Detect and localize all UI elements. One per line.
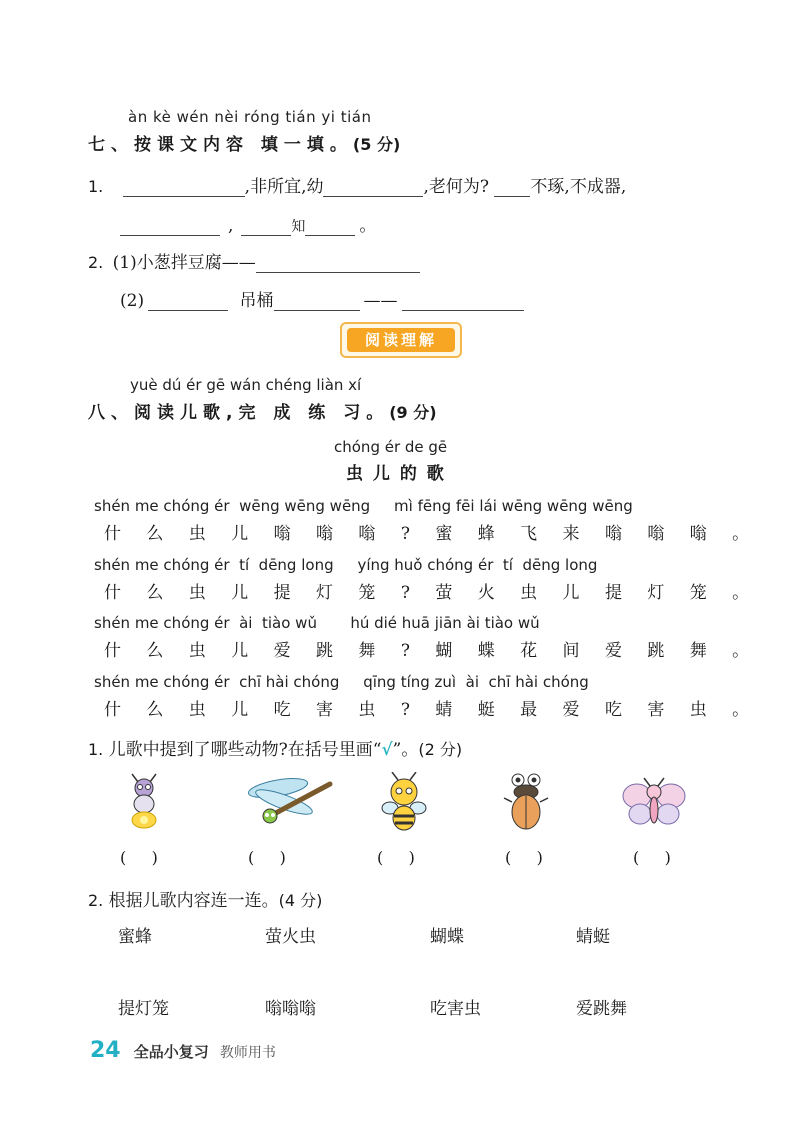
q1-line2 xyxy=(120,211,376,236)
match-top-3[interactable]: 蝴蝶 xyxy=(430,927,464,947)
q2-sub1: (1)小葱拌豆腐—— xyxy=(112,253,256,273)
exercise2-score: (4 分) xyxy=(278,891,323,910)
exercise2-text: 根据儿歌内容连一连。 xyxy=(108,891,279,911)
bee-icon xyxy=(380,772,428,832)
reading-badge-label: 阅读理解 xyxy=(347,328,455,352)
reading-badge xyxy=(340,322,462,358)
match-bottom-3[interactable]: 吃害虫 xyxy=(430,999,481,1019)
poem-line-4-pinyin: shén me chóng ér chī hài chóng qīng tíng zuì ài chī hài chóng xyxy=(94,673,589,691)
q2-blank-3[interactable] xyxy=(274,292,360,311)
section7-heading xyxy=(88,130,400,155)
answer-paren-1[interactable]: ( ) xyxy=(120,848,158,867)
answer-paren-5[interactable]: ( ) xyxy=(633,848,671,867)
section7-pinyin: àn kè wén nèi róng tián yi tián xyxy=(128,108,372,126)
book-title: 全品小复习 xyxy=(133,1043,209,1061)
exercise1-text-after: ”。 xyxy=(392,740,419,760)
exercise2-question xyxy=(88,886,322,911)
poem-line-2-pinyin: shén me chóng ér tí dēng long yíng huǒ chóng ér tí dēng long xyxy=(94,556,598,574)
q1-text-3: 不琢,不成器, xyxy=(530,177,627,197)
match-top-4[interactable]: 蜻蜓 xyxy=(576,927,610,947)
poem-line-1: 什 么 虫 儿 嗡 嗡 嗡 ? 蜜 蜂 飞 来 嗡 嗡 嗡 。 xyxy=(104,524,760,544)
poem-title: 虫 儿 的 歌 xyxy=(346,464,446,484)
answer-paren-2[interactable]: ( ) xyxy=(248,848,286,867)
section7-score: (5 分) xyxy=(352,135,401,154)
q1-blank-6[interactable] xyxy=(305,217,355,236)
section8-heading xyxy=(88,398,437,423)
answer-paren-4[interactable]: ( ) xyxy=(505,848,543,867)
exercise1-question xyxy=(88,735,462,760)
q1-blank-1[interactable] xyxy=(123,178,245,197)
exercise1-number: 1. xyxy=(88,740,104,759)
exercise1-text-before: 儿歌中提到了哪些动物?在括号里画“ xyxy=(108,740,382,760)
q1-blank-5[interactable] xyxy=(241,217,291,236)
match-bottom-1[interactable]: 提灯笼 xyxy=(118,999,169,1019)
match-bottom-4[interactable]: 爱跳舞 xyxy=(576,999,627,1019)
poem-line-2: 什 么 虫 儿 提 灯 笼 ? 萤 火 虫 儿 提 灯 笼 。 xyxy=(104,583,760,603)
exercise2-number: 2. xyxy=(88,891,104,910)
section7-title: 七、按课文内容 填一填。 xyxy=(88,135,353,155)
q2-sub2-dash: —— xyxy=(363,291,398,311)
poem-line-3-pinyin: shén me chóng ér ài tiào wǔ hú dié huā jiān ài tiào wǔ xyxy=(94,614,540,632)
poem-line-1-pinyin: shén me chóng ér wēng wēng wēng mì fēng fēi lái wēng wēng wēng xyxy=(94,497,633,515)
answer-paren-3[interactable]: ( ) xyxy=(377,848,415,867)
dragonfly-icon xyxy=(244,776,334,824)
q1-line1 xyxy=(88,172,626,197)
exercise1-score: (2 分) xyxy=(418,740,463,759)
q2-blank-2[interactable] xyxy=(148,292,228,311)
match-top-2[interactable]: 萤火虫 xyxy=(265,927,316,947)
firefly-icon xyxy=(120,772,170,830)
section8-pinyin: yuè dú ér gē wán chéng liàn xí xyxy=(130,376,362,394)
page-number: 24 xyxy=(90,1038,121,1063)
q2-line2 xyxy=(120,286,524,311)
q1-blank-4[interactable] xyxy=(120,217,220,236)
q1-blank-3[interactable] xyxy=(494,178,530,197)
q2-blank-1[interactable] xyxy=(256,254,420,273)
match-top-1[interactable]: 蜜蜂 xyxy=(118,927,152,947)
q1-text-6: 。 xyxy=(359,216,377,236)
pest-bug-icon xyxy=(502,772,550,832)
q1-text-1: ,非所宜,幼 xyxy=(244,177,324,197)
q2-sub2-mid: 吊桶 xyxy=(239,291,274,311)
check-mark-icon: √ xyxy=(381,740,393,760)
q1-text-5: 知 xyxy=(291,219,306,235)
poem-title-pinyin: chóng ér de gē xyxy=(334,438,448,456)
section8-score: (9 分) xyxy=(389,403,437,422)
q1-text-2: ,老何为? xyxy=(423,177,490,197)
match-bottom-2[interactable]: 嗡嗡嗡 xyxy=(265,999,316,1019)
q2-line1 xyxy=(88,248,420,273)
section8-title: 八、阅读儿歌,完 成 练 习。 xyxy=(88,403,390,423)
q2-blank-4[interactable] xyxy=(402,292,524,311)
q2-sub2-label: (2) xyxy=(120,291,145,311)
butterfly-icon xyxy=(622,776,686,828)
q2-number: 2. xyxy=(88,253,104,272)
poem-line-4: 什 么 虫 儿 吃 害 虫 ? 蜻 蜓 最 爱 吃 害 虫 。 xyxy=(104,700,760,720)
q1-blank-2[interactable] xyxy=(323,178,423,197)
page-footer xyxy=(90,1038,276,1063)
q1-number: 1. xyxy=(88,177,104,196)
poem-line-3: 什 么 虫 儿 爱 跳 舞 ? 蝴 蝶 花 间 爱 跳 舞 。 xyxy=(104,641,760,661)
book-subtitle: 教师用书 xyxy=(219,1045,276,1061)
q1-text-4: , xyxy=(228,216,234,236)
